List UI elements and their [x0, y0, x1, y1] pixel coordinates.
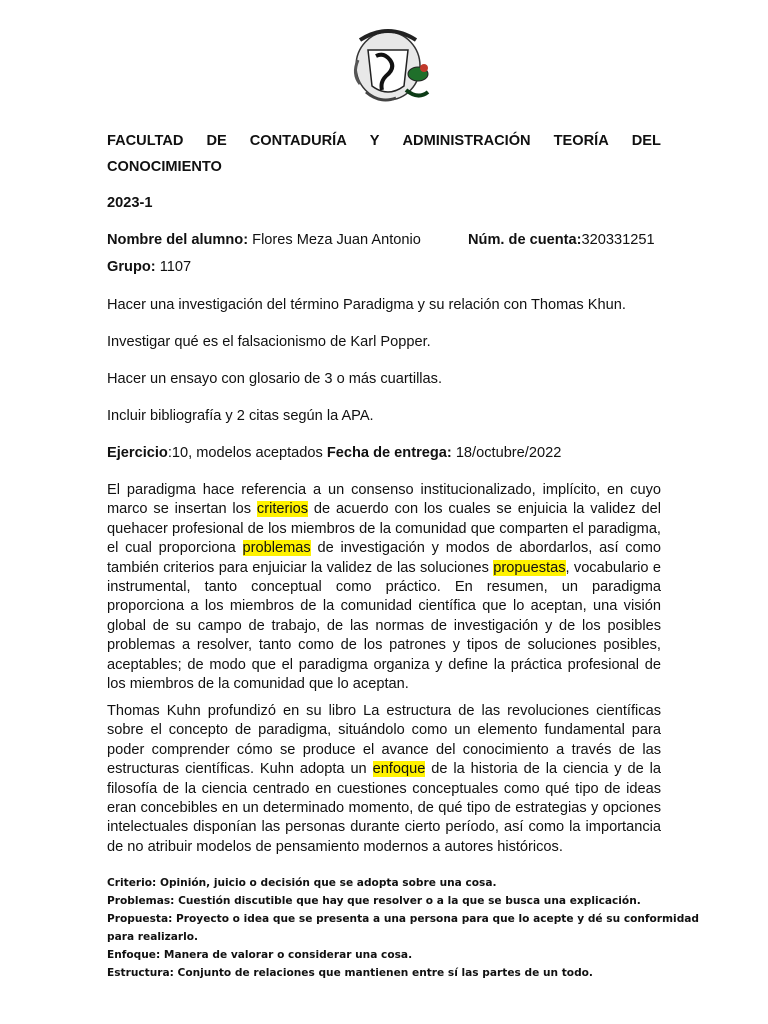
paragraph-paradigm: [107, 481, 661, 694]
glossary-entry: Estructura: Conjunto de relaciones que mantienen entre sí las partes de un todo.: [107, 967, 593, 979]
student-name-value: Flores Meza Juan Antonio: [248, 232, 421, 248]
semester-year: 2023-1: [107, 195, 153, 211]
paragraph-text: El paradigma hace referencia a un consenso institucionalizado, implícito, en cuyo marco se insertan los: [107, 482, 661, 518]
title-line-2: CONOCIMIENTO: [107, 159, 222, 175]
document-title: [107, 128, 661, 180]
instruction-item: Hacer una investigación del término Paradigma y su relación con Thomas Khun.: [107, 297, 626, 313]
title-word: CONTADURÍA: [249, 133, 347, 149]
highlighted-term: criterios: [256, 501, 309, 518]
exercise-row: [107, 443, 561, 463]
glossary-entry: Enfoque: Manera de valorar o considerar una cosa.: [107, 949, 413, 961]
paragraph-text: , vocabulario e instrumental, tanto conceptual como práctico. En resumen, un paradigma proporciona a los miembros de la comunidad científica que lo aceptan, una visión global de su campo de trabajo, de las normas de investigación y de los posibles problemas a resolver, tanto como de los patrones y tipos de soluciones posibles, aceptables; de modo que el paradigma organiza y define la práctica profesional de los miembros de la comunidad que lo aceptan.: [107, 559, 661, 693]
glossary-entry: Propuesta: Proyecto o idea que se presenta a una persona para que lo acepte y dé su conformidad: [107, 913, 700, 925]
highlighted-term: problemas: [242, 540, 311, 557]
exercise-value: :10, modelos aceptados: [167, 445, 327, 461]
paragraph-text: Thomas Kuhn profundizó en su libro La estructura de las revoluciones científicas sobre el concepto de paradigma, situándolo como un elemento fundamental para poder comprender cómo se produce el avance del conocimiento a través de las estructuras científicas. Kuhn adopta un: [107, 703, 661, 778]
student-name-row: [107, 230, 421, 250]
highlighted-term: propuestas: [493, 559, 566, 576]
title-word: TEORÍA: [553, 133, 609, 149]
title-word: FACULTAD: [107, 133, 184, 149]
exercise-label: Ejercicio: [107, 445, 168, 461]
university-seal-logo: [346, 20, 438, 112]
account-number-label: Núm. de cuenta:: [468, 232, 582, 248]
title-word: Y: [369, 133, 380, 149]
paragraph-text: de la historia de la ciencia y de la filosofía de la ciencia centrado en cuestiones conceptuales como qué tipo de ideas eran concebibles en un determinado momento, de qué tipo de estrategias y opciones intelectuales disponían las personas durante cierto período, así como la importancia de no atribuir modelos de pensamiento modernos a autores históricos.: [107, 761, 661, 855]
paragraph-text: de investigación y modos de abordarlos, así como también criterios para enjuiciar la validez de las soluciones: [107, 540, 661, 576]
group-row: [107, 257, 191, 277]
group-label: Grupo:: [107, 259, 156, 275]
title-word: DEL: [631, 133, 661, 149]
glossary: [107, 874, 700, 982]
student-name-label: Nombre del alumno:: [107, 232, 249, 248]
due-date-value: 18/octubre/2022: [451, 445, 562, 461]
account-number-row: [468, 230, 655, 250]
account-number-value: 320331251: [581, 232, 655, 248]
title-word: DE: [206, 133, 227, 149]
paragraph-text: de acuerdo con los cuales se enjuicia la validez del quehacer profesional de los miembros de la comunidad que comparten el paradigma, el cual proporciona: [107, 501, 661, 557]
glossary-entry: Problemas: Cuestión discutible que hay que resolver o a la que se busca una explicación.: [107, 895, 641, 907]
instruction-item: Hacer un ensayo con glosario de 3 o más cuartillas.: [107, 371, 443, 387]
due-date-label: Fecha de entrega:: [326, 445, 452, 461]
title-line-1: [107, 128, 661, 154]
glossary-entry: Criterio: Opinión, juicio o decisión que se adopta sobre una cosa.: [107, 877, 497, 889]
title-word: ADMINISTRACIÓN: [402, 133, 531, 149]
paragraph-kuhn: [107, 702, 661, 857]
glossary-entry: para realizarlo.: [107, 931, 199, 943]
instruction-item: Investigar qué es el falsacionismo de Karl Popper.: [107, 334, 431, 350]
highlighted-term: enfoque: [372, 761, 426, 778]
group-value: 1107: [155, 259, 192, 275]
instruction-item: Incluir bibliografía y 2 citas según la APA.: [107, 408, 374, 424]
